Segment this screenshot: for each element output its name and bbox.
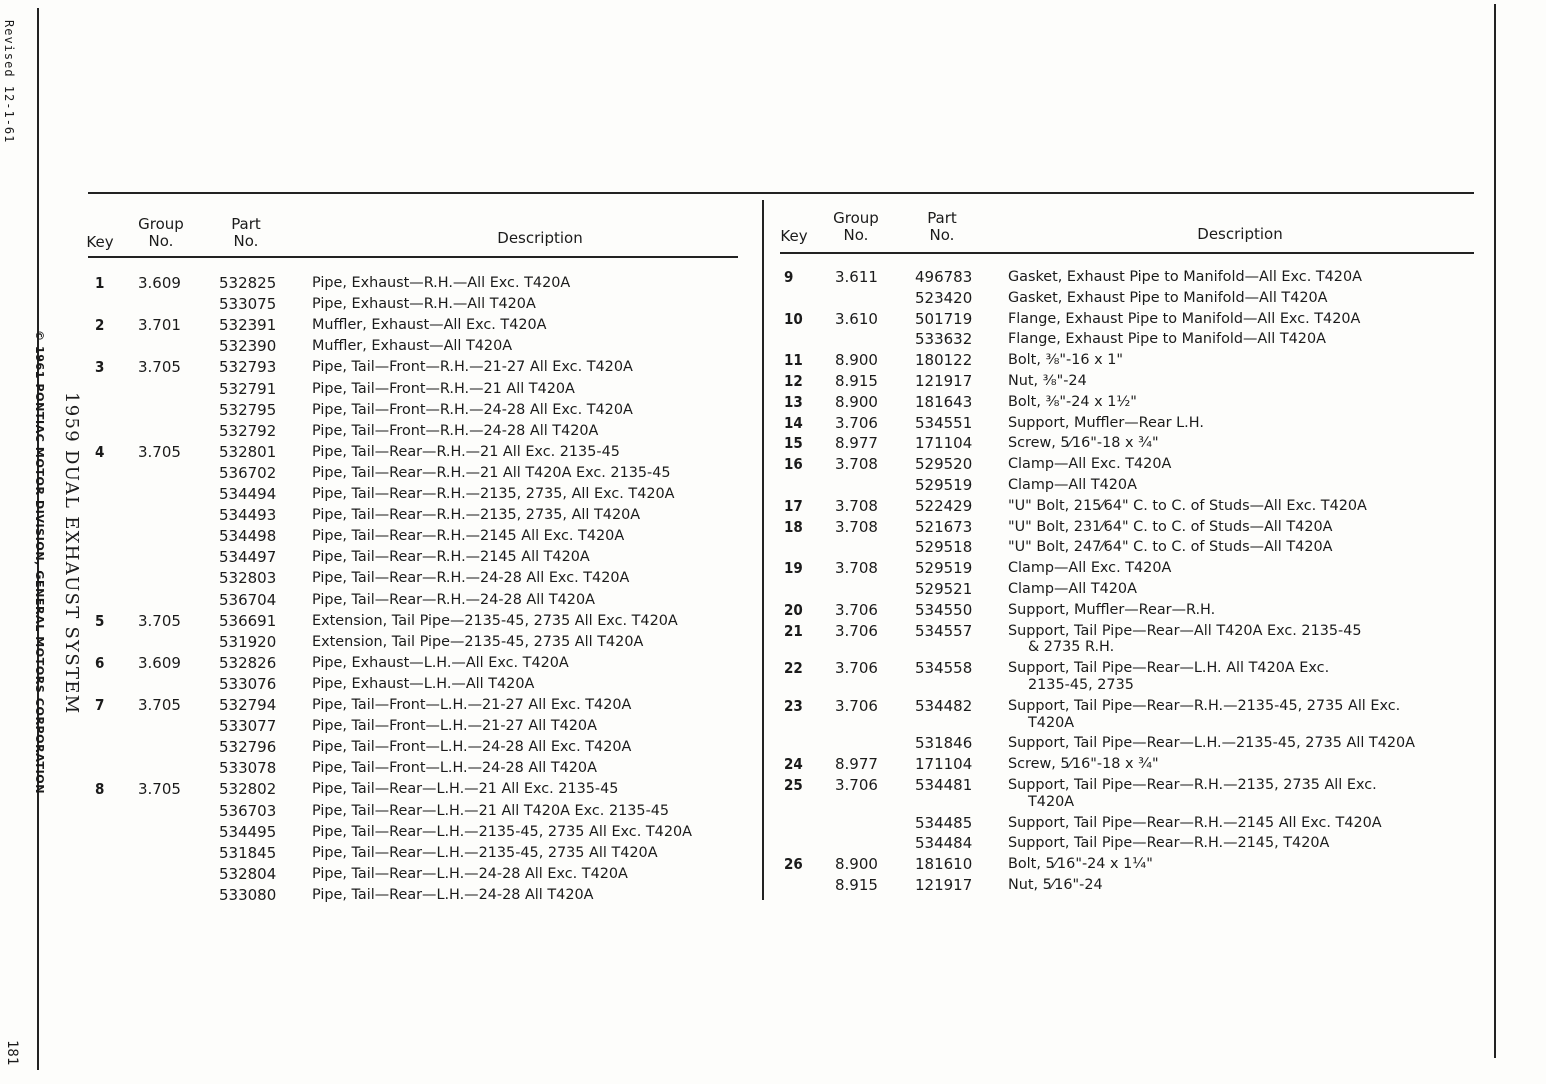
- part-description: Screw, 5⁄16"-18 x ¾": [1008, 435, 1159, 452]
- group-number: 3.706: [835, 776, 878, 794]
- part-description: Screw, 5⁄16"-18 x ¾": [1008, 756, 1159, 773]
- part-description: Pipe, Tail—Rear—R.H.—2135, 2735, All T420A: [312, 507, 641, 524]
- part-description: Pipe, Tail—Front—R.H.—24-28 All Exc. T420A: [312, 401, 633, 418]
- part-description: Support, Tail Pipe—Rear—R.H.—2145 All Exc. T420A: [1008, 814, 1382, 831]
- part-number: 532390: [219, 337, 277, 356]
- part-description: Gasket, Exhaust Pipe to Manifold—All Exc. T420A: [1008, 269, 1362, 285]
- part-number: 522429: [915, 496, 973, 515]
- part-number: 532801: [219, 442, 277, 461]
- header-key: Key: [780, 227, 808, 245]
- part-description: Pipe, Tail—Rear—R.H.—2145 All T420A: [312, 549, 590, 566]
- part-number: 534485: [915, 813, 973, 832]
- part-description: Bolt, ⅜"-24 x 1½": [1008, 393, 1137, 410]
- part-number: 180122: [915, 351, 973, 370]
- group-number: 3.705: [138, 358, 181, 377]
- group-number: 8.977: [835, 434, 878, 453]
- part-number: 534551: [915, 413, 973, 432]
- part-number: 534482: [915, 696, 973, 715]
- group-number: 8.977: [835, 755, 878, 774]
- part-number: 529519: [915, 476, 973, 494]
- key-number: 4: [95, 442, 105, 461]
- part-description: Pipe, Exhaust—R.H.—All Exc. T420A: [312, 275, 571, 291]
- part-description: Support, Muffler—Rear L.H.: [1008, 414, 1204, 431]
- part-description: Pipe, Tail—Rear—R.H.—24-28 All Exc. T420A: [312, 570, 630, 587]
- part-description: "U" Bolt, 247⁄64" C. to C. of Studs—All T420A: [1008, 539, 1333, 556]
- part-description: Bolt, ⅜"-16 x 1": [1008, 352, 1123, 369]
- group-number: 3.705: [138, 442, 181, 461]
- part-description: Nut, ⅜"-24: [1008, 373, 1087, 389]
- right-border: [1494, 4, 1496, 1058]
- part-number: 532391: [219, 316, 277, 335]
- header-group: Group No.: [833, 209, 879, 244]
- part-number: 532802: [219, 780, 277, 799]
- part-description: Clamp—All T420A: [1008, 581, 1137, 597]
- key-number: 2: [95, 316, 105, 335]
- key-number: 16: [784, 455, 803, 474]
- page-number: 181: [4, 1040, 20, 1066]
- part-number: 121917: [915, 876, 973, 894]
- key-number: 14: [784, 413, 803, 432]
- key-number: 19: [784, 559, 803, 578]
- part-number: 533078: [219, 759, 277, 778]
- part-description: Support, Muffler—Rear—R.H.: [1008, 601, 1216, 618]
- part-description: Nut, 5⁄16"-24: [1008, 877, 1103, 893]
- center-divider: [762, 200, 764, 900]
- part-description-continued: 2135-45, 2735: [1028, 677, 1134, 693]
- key-number: 17: [784, 496, 803, 515]
- key-number: 12: [784, 372, 803, 390]
- part-description: "U" Bolt, 231⁄64" C. to C. of Studs—All T420A: [1008, 518, 1333, 535]
- key-number: 24: [784, 755, 803, 774]
- page-title: 1959 DUAL EXHAUST SYSTEM: [61, 392, 82, 715]
- revised-date: Revised 12-1-61: [2, 20, 16, 144]
- group-number: 3.609: [138, 274, 181, 292]
- part-description-continued: & 2735 R.H.: [1028, 639, 1115, 656]
- key-number: 25: [784, 776, 803, 794]
- group-number: 8.900: [835, 351, 878, 370]
- key-number: 26: [784, 855, 803, 874]
- part-number: 501719: [915, 309, 973, 328]
- part-number: 496783: [915, 268, 973, 286]
- part-number: 532804: [219, 864, 277, 883]
- key-number: 13: [784, 392, 803, 411]
- part-number: 533080: [219, 885, 277, 904]
- part-description: Pipe, Tail—Rear—L.H.—21 All T420A Exc. 2135-45: [312, 802, 670, 819]
- group-number: 3.610: [835, 309, 878, 328]
- key-number: 22: [784, 659, 803, 678]
- group-number: 3.708: [835, 455, 878, 474]
- part-description: Support, Tail Pipe—Rear—R.H.—2145, T420A: [1008, 835, 1330, 852]
- part-number: 532794: [219, 696, 277, 714]
- part-number: 533077: [219, 717, 277, 736]
- copyright-notice: © 1961 PONTIAC MOTOR DIVISION, GENERAL MOTORS CORPORATION: [33, 330, 46, 795]
- part-number: 521673: [915, 517, 973, 536]
- header-description: Description: [1197, 225, 1283, 243]
- part-description: Clamp—All Exc. T420A: [1008, 560, 1172, 577]
- group-number: 3.611: [835, 268, 878, 286]
- group-number: 3.708: [835, 496, 878, 515]
- group-number: 3.701: [138, 316, 181, 335]
- group-number: 8.915: [835, 372, 878, 390]
- key-number: 23: [784, 696, 803, 715]
- group-number: 3.708: [835, 517, 878, 536]
- header-group: Group No.: [138, 215, 184, 250]
- group-number: 3.706: [835, 600, 878, 619]
- part-number: 533076: [219, 674, 277, 693]
- header-part: Part No.: [927, 209, 957, 244]
- part-description-continued: T420A: [1028, 793, 1075, 810]
- part-description: Bolt, 5⁄16"-24 x 1¼": [1008, 856, 1153, 873]
- part-number: 532803: [219, 569, 277, 588]
- part-description: Flange, Exhaust Pipe to Manifold—All T420A: [1008, 331, 1326, 348]
- part-description: Pipe, Tail—Rear—R.H.—2145 All Exc. T420A: [312, 528, 625, 545]
- part-number: 181610: [915, 855, 973, 874]
- part-description: Pipe, Tail—Front—R.H.—24-28 All T420A: [312, 422, 599, 439]
- group-number: 3.609: [138, 653, 181, 672]
- group-number: 3.706: [835, 696, 878, 715]
- part-number: 171104: [915, 434, 973, 453]
- part-number: 534558: [915, 659, 973, 678]
- part-description: Support, Tail Pipe—Rear—R.H.—2135, 2735 All Exc.: [1008, 777, 1377, 793]
- group-number: 8.915: [835, 876, 878, 894]
- group-number: 3.705: [138, 780, 181, 799]
- part-description: Pipe, Tail—Rear—R.H.—24-28 All T420A: [312, 591, 595, 608]
- part-number: 531845: [219, 843, 277, 862]
- part-description: Pipe, Exhaust—R.H.—All T420A: [312, 296, 536, 313]
- part-number: 536703: [219, 801, 277, 820]
- part-number: 532825: [219, 274, 277, 292]
- part-description: Support, Tail Pipe—Rear—L.H. All T420A Exc.: [1008, 660, 1330, 677]
- key-number: 5: [95, 611, 105, 630]
- part-number: 532826: [219, 653, 277, 672]
- part-description: Pipe, Tail—Rear—L.H.—2135-45, 2735 All Exc. T420A: [312, 823, 692, 840]
- part-description: "U" Bolt, 215⁄64" C. to C. of Studs—All Exc. T420A: [1008, 497, 1367, 514]
- key-number: 1: [95, 274, 105, 292]
- key-number: 15: [784, 434, 803, 453]
- part-number: 536704: [219, 590, 277, 609]
- part-description: Pipe, Tail—Front—L.H.—24-28 All T420A: [312, 760, 597, 777]
- group-number: 3.706: [835, 413, 878, 432]
- part-description: Clamp—All Exc. T420A: [1008, 456, 1172, 473]
- part-number: 534495: [219, 822, 277, 841]
- part-description: Support, Tail Pipe—Rear—R.H.—2135-45, 2735 All Exc.: [1008, 697, 1401, 714]
- top-rule: [88, 192, 1474, 194]
- part-description: Pipe, Tail—Rear—R.H.—21 All Exc. 2135-45: [312, 443, 620, 460]
- key-number: 10: [784, 309, 803, 328]
- part-description: Gasket, Exhaust Pipe to Manifold—All T420A: [1008, 289, 1328, 306]
- left-header-rule: [88, 256, 738, 258]
- part-description: Flange, Exhaust Pipe to Manifold—All Exc. T420A: [1008, 310, 1361, 327]
- part-description: Support, Tail Pipe—Rear—L.H.—2135-45, 2735 All T420A: [1008, 735, 1416, 752]
- part-number: 534497: [219, 548, 277, 567]
- part-description: Support, Tail Pipe—Rear—All T420A Exc. 2135-45: [1008, 622, 1362, 639]
- part-description: Extension, Tail Pipe—2135-45, 2735 All T420A: [312, 633, 644, 650]
- part-number: 534484: [915, 834, 973, 853]
- part-number: 534493: [219, 506, 277, 525]
- key-number: 6: [95, 653, 105, 672]
- part-number: 536702: [219, 463, 277, 482]
- part-description: Pipe, Tail—Front—R.H.—21 All T420A: [312, 380, 575, 397]
- part-number: 529518: [915, 538, 973, 557]
- part-description: Pipe, Exhaust—L.H.—All Exc. T420A: [312, 654, 569, 671]
- key-number: 20: [784, 600, 803, 619]
- key-number: 21: [784, 621, 803, 640]
- part-number: 531846: [915, 734, 973, 753]
- part-number: 532792: [219, 421, 277, 440]
- part-description: Pipe, Tail—Rear—L.H.—24-28 All Exc. T420A: [312, 865, 628, 882]
- part-description: Pipe, Tail—Rear—L.H.—2135-45, 2735 All T420A: [312, 844, 658, 861]
- part-number: 532796: [219, 738, 277, 757]
- part-description: Muffler, Exhaust—All T420A: [312, 338, 513, 355]
- part-number: 523420: [915, 288, 973, 307]
- part-description: Clamp—All T420A: [1008, 477, 1137, 493]
- part-number: 532795: [219, 400, 277, 419]
- part-number: 171104: [915, 755, 973, 774]
- key-number: 7: [95, 696, 105, 714]
- group-number: 3.706: [835, 621, 878, 640]
- key-number: 3: [95, 358, 105, 377]
- right-header-rule: [780, 252, 1474, 254]
- part-description: Pipe, Tail—Rear—R.H.—2135, 2735, All Exc. T420A: [312, 486, 675, 502]
- group-number: 3.706: [835, 659, 878, 678]
- part-description: Pipe, Tail—Rear—R.H.—21 All T420A Exc. 2135-45: [312, 464, 671, 481]
- part-description: Pipe, Tail—Front—L.H.—21-27 All Exc. T420A: [312, 697, 632, 713]
- header-key: Key: [86, 233, 114, 251]
- part-number: 181643: [915, 392, 973, 411]
- part-description: Pipe, Tail—Front—R.H.—21-27 All Exc. T420A: [312, 359, 633, 376]
- part-description-continued: T420A: [1028, 714, 1075, 731]
- part-number: 534498: [219, 527, 277, 546]
- header-description: Description: [497, 229, 583, 247]
- part-description: Pipe, Tail—Front—L.H.—24-28 All Exc. T420A: [312, 739, 632, 756]
- group-number: 8.900: [835, 855, 878, 874]
- key-number: 8: [95, 780, 105, 799]
- part-description: Pipe, Tail—Front—L.H.—21-27 All T420A: [312, 718, 597, 735]
- group-number: 3.705: [138, 696, 181, 714]
- key-number: 18: [784, 517, 803, 536]
- group-number: 3.708: [835, 559, 878, 578]
- part-number: 534481: [915, 776, 973, 794]
- part-number: 532791: [219, 379, 277, 398]
- header-part: Part No.: [231, 215, 261, 250]
- part-number: 533632: [915, 330, 973, 349]
- part-description: Pipe, Exhaust—L.H.—All T420A: [312, 675, 535, 692]
- group-number: 8.900: [835, 392, 878, 411]
- part-number: 121917: [915, 372, 973, 390]
- part-number: 534550: [915, 600, 973, 619]
- part-number: 531920: [219, 632, 277, 651]
- part-description: Extension, Tail Pipe—2135-45, 2735 All Exc. T420A: [312, 612, 678, 629]
- key-number: 11: [784, 351, 803, 370]
- part-number: 534557: [915, 621, 973, 640]
- part-number: 532793: [219, 358, 277, 377]
- part-number: 529521: [915, 580, 973, 598]
- part-description: Muffler, Exhaust—All Exc. T420A: [312, 317, 547, 334]
- part-number: 529520: [915, 455, 973, 474]
- part-description: Pipe, Tail—Rear—L.H.—21 All Exc. 2135-45: [312, 781, 619, 798]
- part-description: Pipe, Tail—Rear—L.H.—24-28 All T420A: [312, 886, 594, 903]
- part-number: 536691: [219, 611, 277, 630]
- part-number: 533075: [219, 295, 277, 314]
- key-number: 9: [784, 268, 794, 286]
- part-number: 529519: [915, 559, 973, 578]
- part-number: 534494: [219, 485, 277, 503]
- group-number: 3.705: [138, 611, 181, 630]
